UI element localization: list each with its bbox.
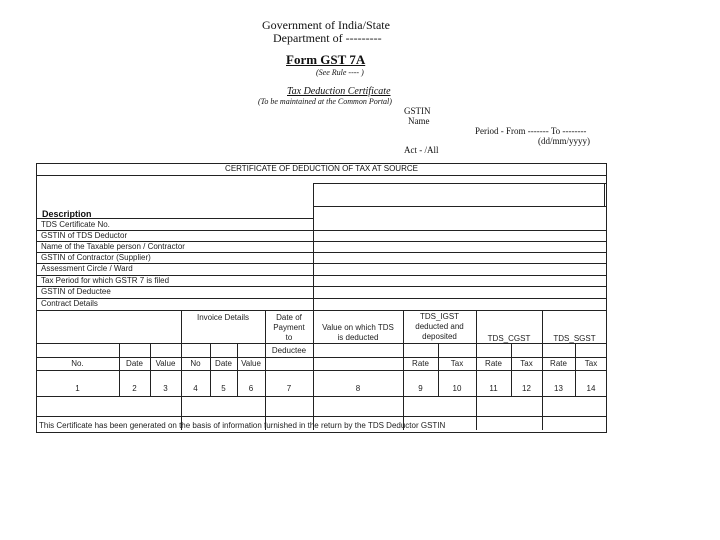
- column-number: 14: [586, 384, 596, 393]
- invoice-details-header: Invoice Details: [196, 313, 250, 322]
- certificate-footer: This Certificate has been generated on the basis of information furnished in the return by the TDS Deductor GSTIN: [39, 421, 446, 430]
- description-heading: Description: [42, 209, 92, 219]
- column-number: 13: [554, 384, 563, 393]
- gstin-label: GSTIN: [404, 106, 431, 116]
- row-label: Assessment Circle / Ward: [41, 264, 133, 273]
- table-title: CERTIFICATE OF DEDUCTION OF TAX AT SOURCE: [225, 164, 418, 173]
- column-header: Tax: [584, 359, 598, 368]
- column-number: 12: [522, 384, 531, 393]
- column-header: Rate: [485, 359, 502, 368]
- column-header: Date: [215, 359, 232, 368]
- date-format-label: (dd/mm/yyyy): [538, 136, 590, 146]
- form-title: Form GST 7A: [286, 52, 366, 67]
- see-rule-label: (See Rule ---- ): [316, 68, 364, 77]
- column-number: 11: [489, 384, 498, 393]
- column-number: 10: [452, 384, 462, 393]
- column-number: 3: [163, 384, 168, 393]
- column-header: Tax: [520, 359, 533, 368]
- tds-sgst-header: TDS_SGST: [553, 334, 596, 343]
- period-label: Period - From ------- To --------: [475, 126, 587, 136]
- column-number: 1: [75, 384, 80, 393]
- column-number: 6: [248, 384, 254, 393]
- column-header: Value: [155, 359, 176, 368]
- row-label: Name of the Taxable person / Contractor: [41, 242, 185, 251]
- row-label: GSTIN of TDS Deductor: [41, 231, 128, 240]
- column-number: 7: [286, 384, 292, 393]
- government-label: Government of India/State: [262, 18, 390, 32]
- row-label: GSTIN of Contractor (Supplier): [41, 253, 151, 262]
- act-label: Act - /All: [404, 145, 439, 155]
- maintained-note: (To be maintained at the Common Portal): [258, 97, 392, 106]
- name-label: Name: [408, 116, 430, 126]
- certificate-title: Tax Deduction Certificate: [287, 86, 391, 97]
- department-label: Department of ---------: [273, 31, 382, 45]
- column-number: 2: [132, 384, 137, 393]
- column-header: No.: [71, 359, 84, 368]
- column-number: 5: [221, 384, 226, 393]
- column-number: 4: [193, 384, 198, 393]
- column-header: Value: [241, 359, 261, 368]
- column-number: 9: [418, 384, 423, 393]
- column-number: 8: [355, 384, 361, 393]
- row-label: Tax Period for which GSTR 7 is filed: [41, 276, 170, 285]
- column-header: Tax: [450, 359, 464, 368]
- tds-cgst-header: TDS_CGST: [487, 334, 531, 343]
- row-label: GSTIN of Deductee: [41, 287, 111, 296]
- column-header: Date: [126, 359, 143, 368]
- column-header: No: [190, 359, 201, 368]
- column-header: Rate: [550, 359, 567, 368]
- column-header: Rate: [412, 359, 429, 368]
- row-label: TDS Certificate No.: [41, 220, 110, 229]
- row-label: Contract Details: [41, 299, 98, 308]
